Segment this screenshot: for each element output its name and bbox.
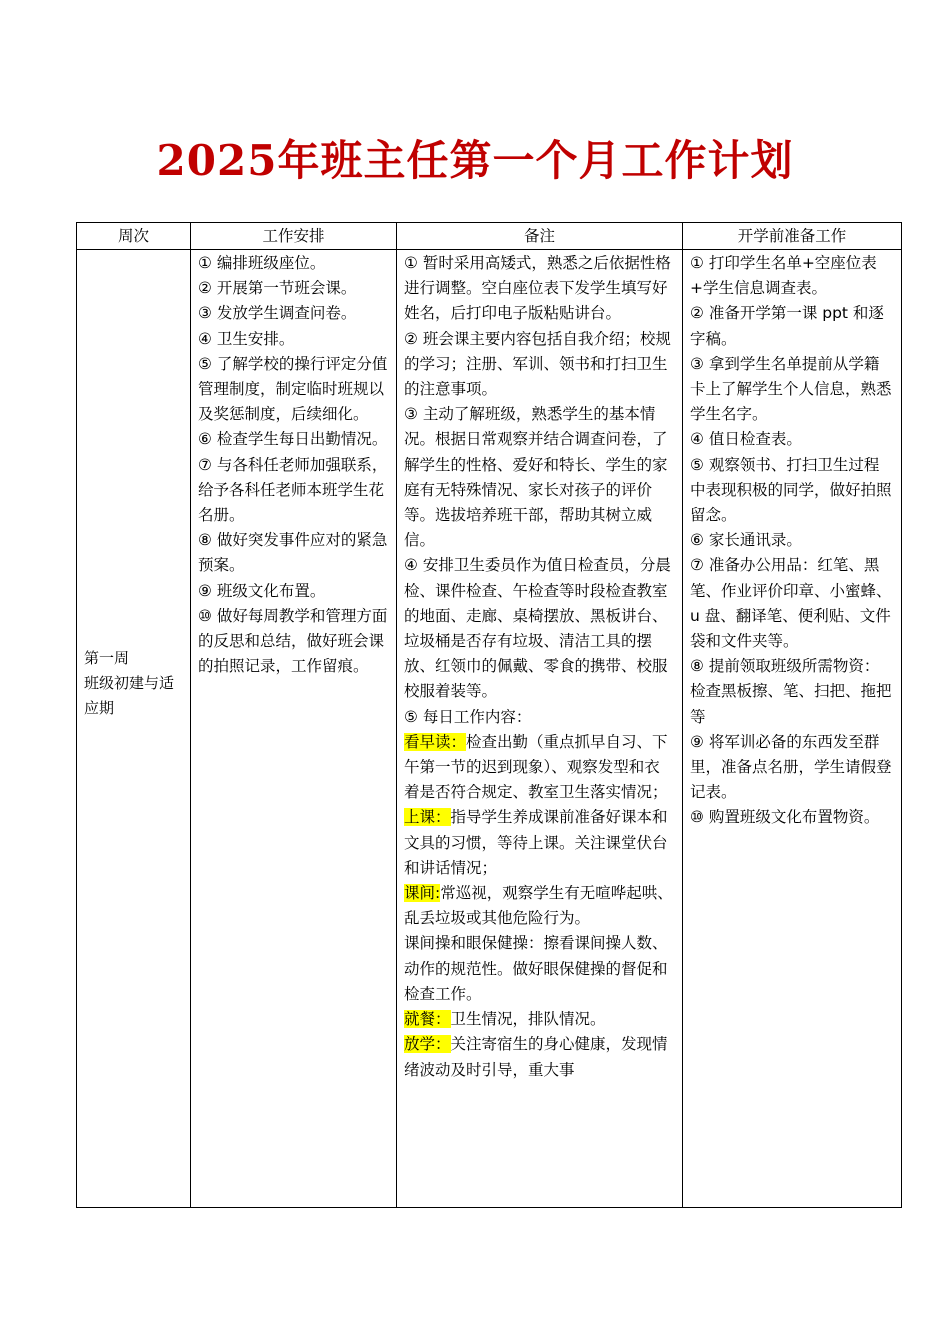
list-item: ③ 拿到学生名单提前从学籍卡上了解学生个人信息，熟悉学生名字。 xyxy=(690,354,892,424)
list-item: ③ 主动了解班级，熟悉学生的基本情况。根据日常观察并结合调查问卷，了解学生的性格、爱好和特长、学生的家庭有无特殊情况、家长对孩子的评价等。选拔培养班干部，帮助其树立威信。 xyxy=(404,405,668,550)
list-item: ⑩ 购置班级文化布置物资。 xyxy=(690,808,880,827)
document-title: 2025年班主任第一个月工作计划 xyxy=(156,136,794,185)
list-item: ④ 值日检查表。 xyxy=(690,430,802,449)
daily-task-dismissal xyxy=(404,1032,675,1082)
daily-task-text: 检查出勤（重点抓早自习、下午第一节的迟到现象）、观察发型和衣着是否符合规定、教室卫生落实情况； xyxy=(404,732,668,802)
daily-task-break xyxy=(404,881,675,931)
list-item: ① 暂时采用高矮式，熟悉之后依据性格进行调整。空白座位表下发学生填写好姓名，后打印电子版粘贴讲台。 xyxy=(404,254,671,323)
list-item: ⑨ 将军训必备的东西发至群里，准备点名册，学生请假登记表。 xyxy=(690,732,892,802)
daily-task-morning-reading xyxy=(404,730,675,806)
arrangement-cell xyxy=(191,250,397,1208)
work-plan-table xyxy=(76,222,902,1208)
preparation-cell xyxy=(683,250,902,1208)
header-notes: 备注 xyxy=(397,223,683,250)
list-item: ② 准备开学第一课 ppt 和逐字稿。 xyxy=(690,304,884,348)
daily-task-class xyxy=(404,805,675,881)
daily-task-text: 关注寄宿生的身心健康，发现情绪波动及时引导，重大事 xyxy=(404,1035,668,1079)
highlight-label: 看早读： xyxy=(404,732,467,751)
list-item: ⑧ 提前领取班级所需物资：检查黑板擦、笔、扫把、拖把等 xyxy=(690,657,892,726)
list-item: ① 打印学生名单+空座位表+学生信息调查表。 xyxy=(690,254,877,298)
list-item: ⑦ 准备办公用品：红笔、黑笔、作业评价印章、小蜜蜂、u 盘、翻译笔、便利贴、文件袋和文件夹等。 xyxy=(690,556,892,651)
header-preparation: 开学前准备工作 xyxy=(683,223,902,250)
list-item: ④ 安排卫生委员作为值日检查员，分晨检、课件检查、午检查等时段检查教室的地面、走廊、桌椅摆放、黑板讲台、垃圾桶是否存有垃圾、清洁工具的摆放、红领巾的佩戴、零食的携带、校服校服着装等。 xyxy=(404,556,671,701)
week-number: 第一周 xyxy=(84,649,130,667)
daily-task-text: 课间操和眼保健操：擦看课间操人数、动作的规范性。做好眼保健操的督促和检查工作。 xyxy=(404,934,668,1003)
highlight-label: 放学： xyxy=(404,1035,451,1054)
list-item: ⑥ 家长通讯录。 xyxy=(690,531,802,550)
daily-task-exercise xyxy=(404,931,675,1007)
list-item: ⑤ 了解学校的操行评定分值管理制度，制定临时班规以及奖惩制度，后续细化。 xyxy=(198,354,388,424)
table-row xyxy=(77,250,902,1208)
list-item: ④ 卫生安排。 xyxy=(198,329,295,348)
highlight-label: 就餐： xyxy=(404,1010,451,1029)
list-item: ⑦ 与各科任老师加强联系，给予各科任老师本班学生花名册。 xyxy=(198,455,388,525)
week-theme: 班级初建与适应期 xyxy=(84,674,175,717)
week-cell xyxy=(77,250,191,1208)
daily-task-text: 指导学生养成课前准备好课本和文具的习惯，等待上课。关注课堂伏台和讲话情况； xyxy=(404,808,668,877)
highlight-label: 上课： xyxy=(404,808,451,827)
notes-cell xyxy=(397,250,683,1208)
list-item: ⑨ 班级文化布置。 xyxy=(198,581,326,600)
list-item: ③ 发放学生调查问卷。 xyxy=(198,304,357,323)
list-item: ⑧ 做好突发事件应对的紧急预案。 xyxy=(198,531,388,575)
table-header-row xyxy=(77,223,902,250)
daily-task-meal xyxy=(404,1007,675,1032)
daily-task-text: 常巡视，观察学生有无喧哗起哄、乱丢垃圾或其他危险行为。 xyxy=(404,884,673,928)
list-item: ② 开展第一节班会课。 xyxy=(198,279,357,298)
daily-task-text: 卫生情况，排队情况。 xyxy=(450,1010,606,1029)
list-item: ⑤ 观察领书、打扫卫生过程中表现积极的同学，做好拍照留念。 xyxy=(690,455,892,525)
list-item: ⑩ 做好每周教学和管理方面的反思和总结，做好班会课的拍照记录，工作留痕。 xyxy=(198,606,388,676)
highlight-label: 课间: xyxy=(404,884,441,903)
header-week: 周次 xyxy=(77,223,191,250)
header-arrangement: 工作安排 xyxy=(191,223,397,250)
list-item: ⑤ 每日工作内容： xyxy=(404,707,532,726)
list-item: ① 编排班级座位。 xyxy=(198,254,326,272)
list-item: ② 班会课主要内容包括自我介绍；校规的学习；注册、军训、领书和打扫卫生的注意事项。 xyxy=(404,329,671,399)
list-item: ⑥ 检查学生每日出勤情况。 xyxy=(198,430,388,449)
